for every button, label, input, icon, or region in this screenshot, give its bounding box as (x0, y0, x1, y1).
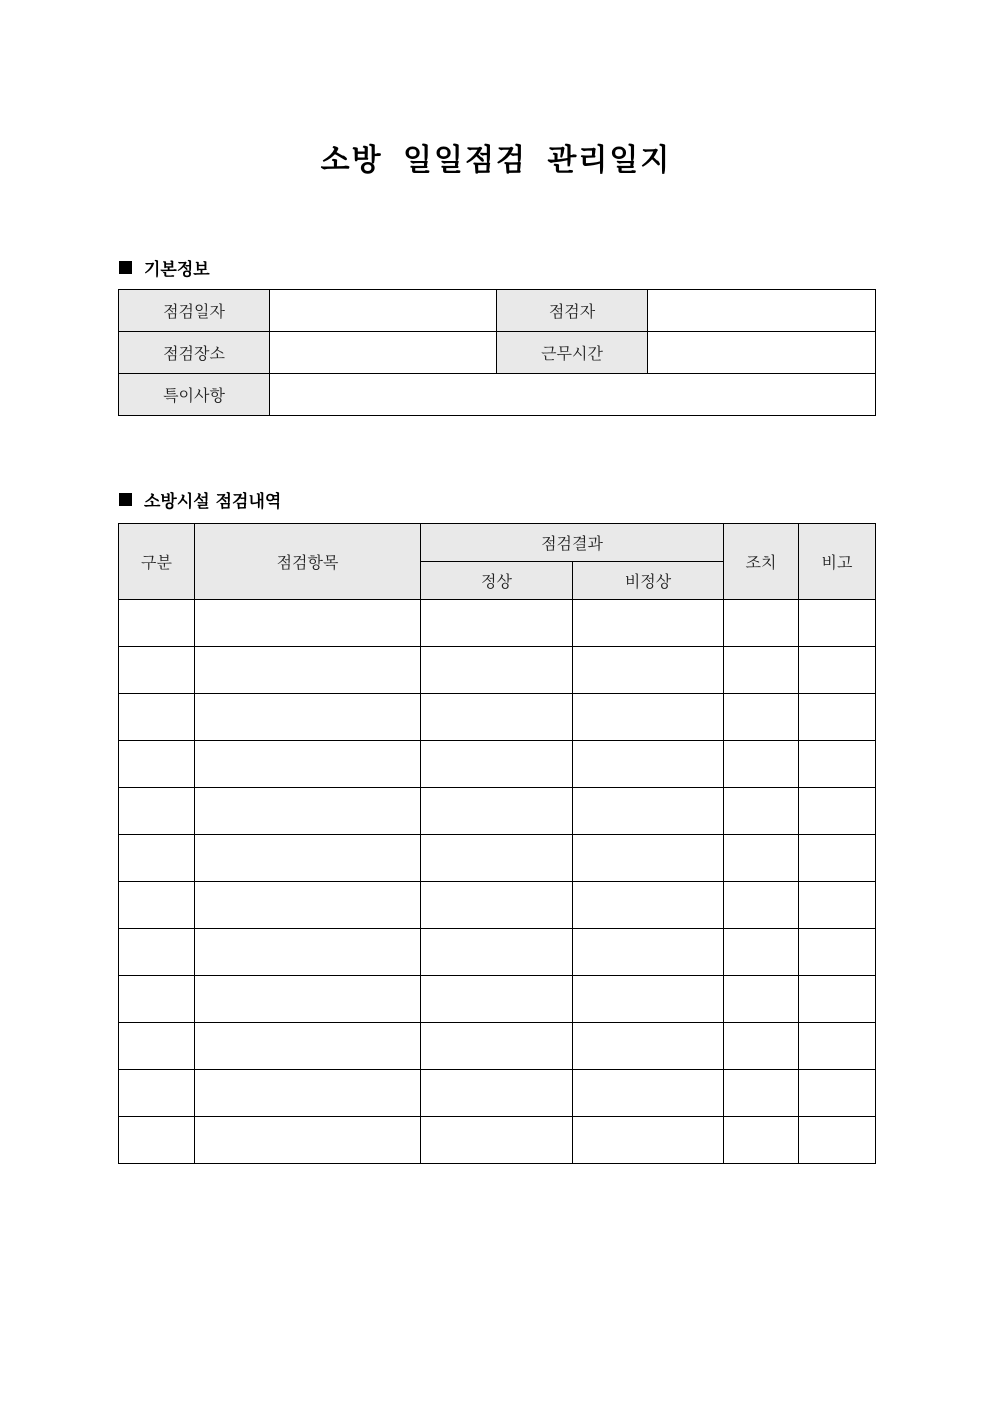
cell-category[interactable] (119, 788, 195, 835)
header-row (119, 524, 876, 562)
cell-remarks[interactable] (799, 1117, 876, 1164)
cell-item[interactable] (195, 835, 421, 882)
cell-normal[interactable] (421, 600, 573, 647)
cell-remarks[interactable] (799, 835, 876, 882)
cell-action[interactable] (724, 694, 799, 741)
cell-normal[interactable] (421, 976, 573, 1023)
header-normal: 정상 (421, 562, 573, 600)
section-heading-inspection (119, 487, 281, 512)
cell-remarks[interactable] (799, 1023, 876, 1070)
cell-category[interactable] (119, 976, 195, 1023)
cell-item[interactable] (195, 1023, 421, 1070)
table-row (119, 882, 876, 929)
cell-normal[interactable] (421, 882, 573, 929)
cell-action[interactable] (724, 1117, 799, 1164)
header-remarks: 비고 (799, 524, 876, 600)
label-special-notes: 특이사항 (119, 374, 270, 416)
cell-abnormal[interactable] (573, 882, 724, 929)
label-work-hours: 근무시간 (497, 332, 648, 374)
table-row (119, 835, 876, 882)
cell-action[interactable] (724, 929, 799, 976)
header-action: 조치 (724, 524, 799, 600)
header-result: 점검결과 (421, 524, 724, 562)
cell-abnormal[interactable] (573, 1070, 724, 1117)
cell-action[interactable] (724, 1023, 799, 1070)
cell-category[interactable] (119, 1117, 195, 1164)
cell-action[interactable] (724, 882, 799, 929)
field-inspection-location[interactable] (270, 332, 497, 374)
cell-remarks[interactable] (799, 976, 876, 1023)
cell-category[interactable] (119, 647, 195, 694)
cell-normal[interactable] (421, 835, 573, 882)
cell-item[interactable] (195, 647, 421, 694)
cell-action[interactable] (724, 647, 799, 694)
cell-category[interactable] (119, 1070, 195, 1117)
cell-item[interactable] (195, 600, 421, 647)
cell-abnormal[interactable] (573, 929, 724, 976)
table-row (119, 1023, 876, 1070)
cell-abnormal[interactable] (573, 600, 724, 647)
cell-category[interactable] (119, 1023, 195, 1070)
cell-category[interactable] (119, 694, 195, 741)
section-heading-label: 소방시설 점검내역 (144, 492, 282, 512)
section-heading-label: 기본정보 (144, 260, 210, 280)
cell-normal[interactable] (421, 788, 573, 835)
cell-abnormal[interactable] (573, 788, 724, 835)
table-row (119, 741, 876, 788)
cell-abnormal[interactable] (573, 835, 724, 882)
square-bullet-icon (119, 493, 132, 506)
cell-remarks[interactable] (799, 741, 876, 788)
cell-abnormal[interactable] (573, 976, 724, 1023)
cell-remarks[interactable] (799, 929, 876, 976)
cell-category[interactable] (119, 600, 195, 647)
cell-abnormal[interactable] (573, 741, 724, 788)
label-inspector: 점검자 (497, 290, 648, 332)
cell-item[interactable] (195, 882, 421, 929)
cell-normal[interactable] (421, 694, 573, 741)
cell-item[interactable] (195, 741, 421, 788)
cell-action[interactable] (724, 835, 799, 882)
cell-category[interactable] (119, 835, 195, 882)
cell-remarks[interactable] (799, 788, 876, 835)
cell-item[interactable] (195, 694, 421, 741)
cell-action[interactable] (724, 600, 799, 647)
header-abnormal: 비정상 (573, 562, 724, 600)
info-row-remarks (119, 374, 876, 416)
cell-remarks[interactable] (799, 882, 876, 929)
cell-remarks[interactable] (799, 647, 876, 694)
field-inspector[interactable] (648, 290, 876, 332)
table-row (119, 788, 876, 835)
section-heading-basic-info (119, 255, 210, 280)
cell-item[interactable] (195, 1117, 421, 1164)
cell-action[interactable] (724, 976, 799, 1023)
document-title: 소방 일일점검 관리일지 (320, 143, 672, 178)
square-bullet-icon (119, 261, 132, 274)
cell-item[interactable] (195, 1070, 421, 1117)
cell-normal[interactable] (421, 929, 573, 976)
basic-info-table (118, 289, 876, 416)
cell-remarks[interactable] (799, 694, 876, 741)
cell-remarks[interactable] (799, 600, 876, 647)
cell-category[interactable] (119, 882, 195, 929)
cell-remarks[interactable] (799, 1070, 876, 1117)
table-row (119, 1070, 876, 1117)
info-row-date (119, 290, 876, 332)
table-row (119, 600, 876, 647)
cell-item[interactable] (195, 929, 421, 976)
info-row-location (119, 332, 876, 374)
cell-normal[interactable] (421, 1117, 573, 1164)
header-item: 점검항목 (195, 524, 421, 600)
table-row (119, 694, 876, 741)
cell-item[interactable] (195, 788, 421, 835)
table-row (119, 647, 876, 694)
field-inspection-date[interactable] (270, 290, 497, 332)
field-work-hours[interactable] (648, 332, 876, 374)
label-inspection-location: 점검장소 (119, 332, 270, 374)
cell-normal[interactable] (421, 741, 573, 788)
cell-abnormal[interactable] (573, 694, 724, 741)
cell-action[interactable] (724, 741, 799, 788)
cell-abnormal[interactable] (573, 1117, 724, 1164)
cell-normal[interactable] (421, 1023, 573, 1070)
cell-action[interactable] (724, 1070, 799, 1117)
inspection-table (118, 523, 876, 1164)
table-row (119, 929, 876, 976)
cell-abnormal[interactable] (573, 1023, 724, 1070)
cell-abnormal[interactable] (573, 647, 724, 694)
table-row (119, 976, 876, 1023)
table-row (119, 1117, 876, 1164)
cell-category[interactable] (119, 741, 195, 788)
field-special-notes[interactable] (270, 374, 876, 416)
cell-normal[interactable] (421, 1070, 573, 1117)
label-inspection-date: 점검일자 (119, 290, 270, 332)
header-category: 구분 (119, 524, 195, 600)
cell-category[interactable] (119, 929, 195, 976)
cell-normal[interactable] (421, 647, 573, 694)
inspection-body (119, 600, 876, 1164)
cell-item[interactable] (195, 976, 421, 1023)
cell-action[interactable] (724, 788, 799, 835)
